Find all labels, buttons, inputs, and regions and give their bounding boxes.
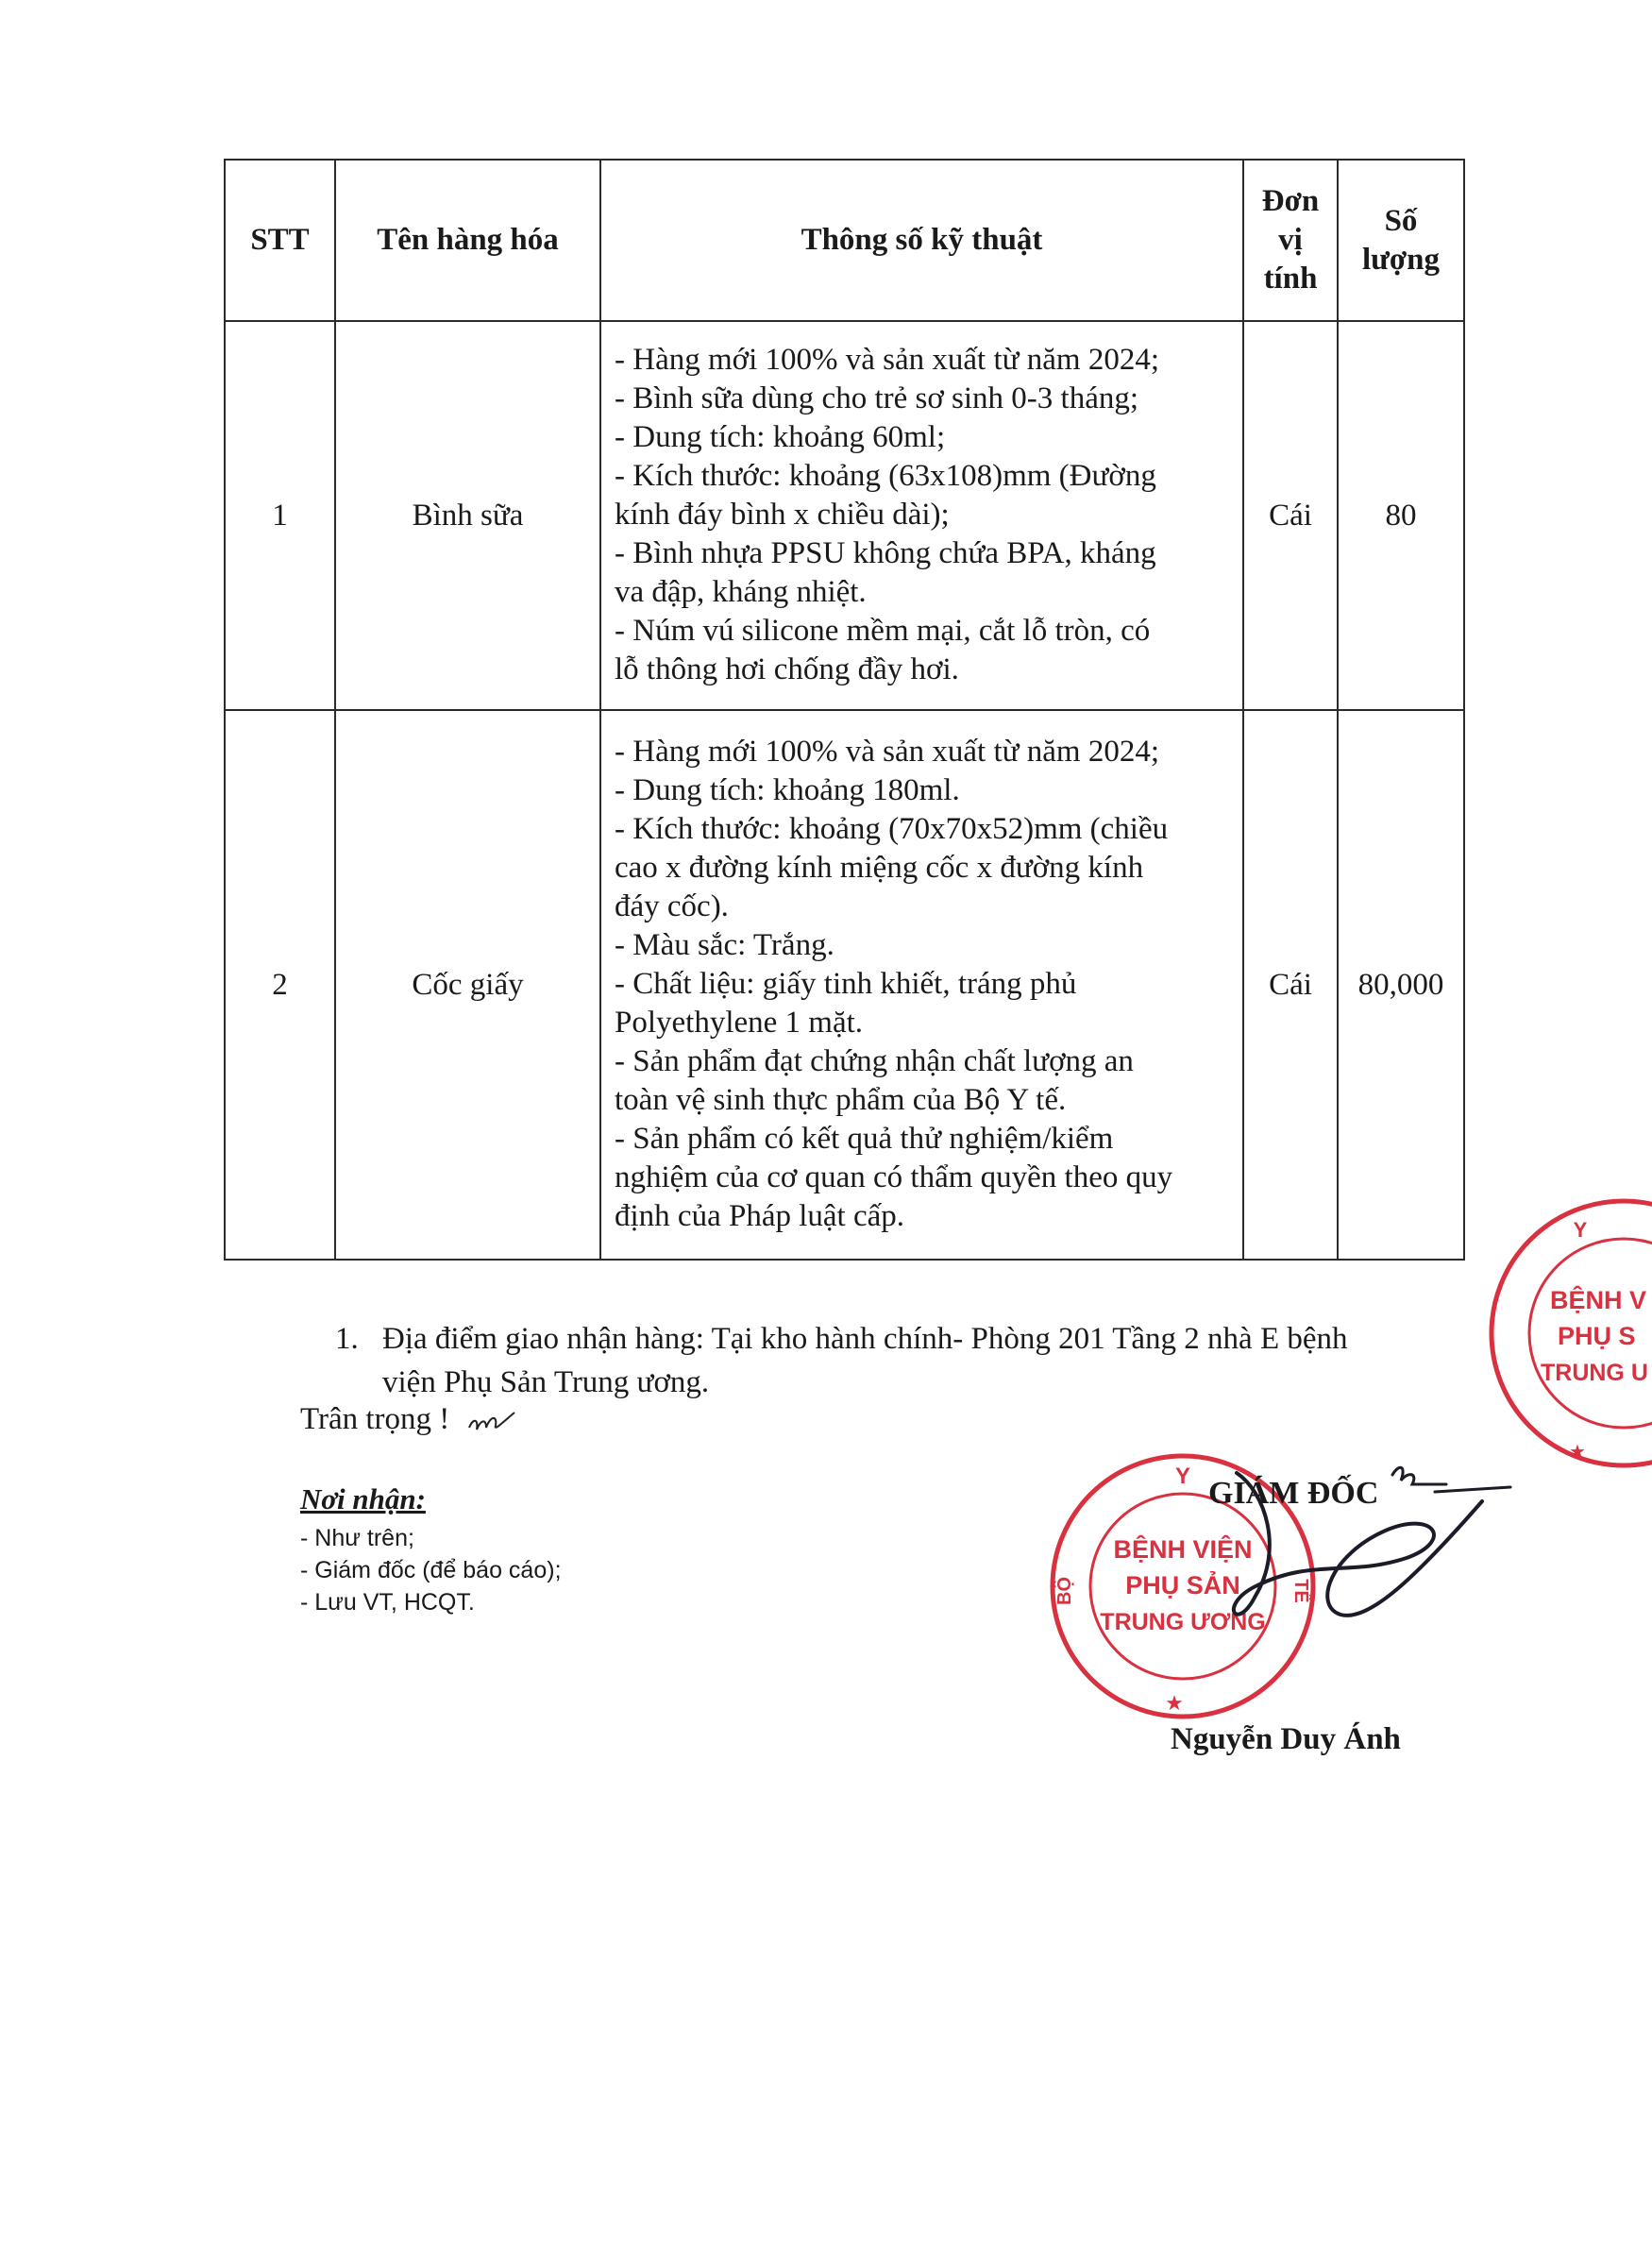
recipients-list xyxy=(300,1522,562,1618)
closing-text: Trân trọng ! xyxy=(300,1402,450,1436)
spec-line: - Kích thước: khoảng (63x108)mm (Đường xyxy=(615,458,1156,493)
row-spec xyxy=(600,710,1243,1260)
row-stt: 2 xyxy=(225,710,335,1260)
stamp-line: BỆNH V xyxy=(1550,1286,1647,1314)
spec-line: - Bình nhựa PPSU không chứa BPA, kháng xyxy=(615,535,1156,570)
row-qty: 80,000 xyxy=(1338,710,1464,1260)
note-number: 1. xyxy=(335,1322,359,1356)
table-row xyxy=(225,710,1464,1260)
spec-line: lỗ thông hơi chống đầy hơi. xyxy=(615,652,959,686)
closing-greeting xyxy=(300,1402,522,1437)
spec-line: - Chất liệu: giấy tinh khiết, tráng phủ xyxy=(615,966,1077,1001)
header-unit-line: tính xyxy=(1263,262,1318,296)
stamp-left-letters: BỘ xyxy=(1054,1577,1075,1605)
spec-line: - Hàng mới 100% và sản xuất từ năm 2024; xyxy=(615,342,1159,377)
spec-line: - Kích thước: khoảng (70x70x52)mm (chiều xyxy=(615,811,1169,846)
row-qty: 80 xyxy=(1338,321,1464,710)
spec-line: - Dung tích: khoảng 180ml. xyxy=(615,772,960,807)
recipient-item: - Lưu VT, HCQT. xyxy=(300,1589,475,1616)
spec-line: cao x đường kính miệng cốc x đường kính xyxy=(615,850,1144,885)
spec-line: Polyethylene 1 mặt. xyxy=(615,1005,864,1040)
stamp-line: BỆNH VIỆN xyxy=(1113,1535,1253,1564)
row-unit: Cái xyxy=(1243,710,1338,1260)
stamp-top-letter: Y xyxy=(1174,1464,1191,1489)
goods-spec-table xyxy=(224,159,1465,1261)
table-header-row xyxy=(225,160,1464,321)
director-signature xyxy=(1199,1435,1520,1681)
spec-line: - Màu sắc: Trắng. xyxy=(615,927,834,962)
stamp-line: TRUNG U xyxy=(1541,1360,1648,1386)
stamp-top-letter: Y xyxy=(1573,1218,1588,1242)
spec-line: - Núm vú silicone mềm mại, cắt lỗ tròn, có xyxy=(615,613,1151,648)
stamp-star-icon: ★ xyxy=(1165,1692,1184,1716)
header-unit xyxy=(1243,160,1338,321)
header-unit-line: Đơn xyxy=(1261,184,1320,218)
header-qty xyxy=(1338,160,1464,321)
spec-line: - Bình sữa dùng cho trẻ sơ sinh 0-3 tháng; xyxy=(615,381,1139,415)
table-row xyxy=(225,321,1464,710)
recipients-title: Nơi nhận: xyxy=(300,1482,426,1515)
initials-signature xyxy=(465,1405,522,1437)
signer-name: Nguyễn Duy Ánh xyxy=(1171,1722,1401,1756)
header-spec: Thông số kỹ thuật xyxy=(600,160,1243,321)
note-line: viện Phụ Sản Trung ương. xyxy=(382,1365,710,1399)
stamp-line: TRUNG ƯƠNG xyxy=(1100,1609,1266,1635)
stamp-line: PHỤ SẢN xyxy=(1125,1571,1240,1599)
spec-line: đáy cốc). xyxy=(615,889,729,923)
spec-line: - Sản phẩm có kết quả thử nghiệm/kiểm xyxy=(615,1121,1114,1156)
spec-line: định của Pháp luật cấp. xyxy=(615,1198,904,1233)
row-spec xyxy=(600,321,1243,710)
row-name: Cốc giấy xyxy=(335,710,600,1260)
spec-line: kính đáy bình x chiều dài); xyxy=(615,497,950,532)
header-name: Tên hàng hóa xyxy=(335,160,600,321)
spec-line: - Hàng mới 100% và sản xuất từ năm 2024; xyxy=(615,734,1159,769)
note-line: Địa điểm giao nhận hàng: Tại kho hành chính- Phòng 201 Tầng 2 nhà E bệnh xyxy=(382,1322,1348,1356)
spec-line: nghiệm của cơ quan có thẩm quyền theo quy xyxy=(615,1159,1173,1194)
stamp-line: PHỤ S xyxy=(1558,1322,1636,1350)
recipient-item: - Như trên; xyxy=(300,1525,414,1551)
spec-line: va đập, kháng nhiệt. xyxy=(615,574,867,609)
header-stt: STT xyxy=(225,160,335,321)
stamp-right-letters: TẾ xyxy=(1290,1579,1311,1603)
delivery-note xyxy=(335,1317,1449,1404)
stamp-star-icon: ★ xyxy=(1569,1440,1586,1463)
hospital-stamp-partial xyxy=(1482,1192,1652,1475)
spec-line: toàn vệ sinh thực phẩm của Bộ Y tế. xyxy=(615,1082,1067,1117)
header-qty-line: Số xyxy=(1384,203,1418,238)
spec-line: - Dung tích: khoảng 60ml; xyxy=(615,419,946,454)
header-unit-line: vị xyxy=(1278,223,1303,257)
row-name: Bình sữa xyxy=(335,321,600,710)
header-qty-line: lượng xyxy=(1361,242,1441,277)
spec-line: - Sản phẩm đạt chứng nhận chất lượng an xyxy=(615,1043,1134,1078)
row-unit: Cái xyxy=(1243,321,1338,710)
recipient-item: - Giám đốc (để báo cáo); xyxy=(300,1557,562,1583)
signer-title: GIÁM ĐỐC xyxy=(1208,1476,1379,1511)
row-stt: 1 xyxy=(225,321,335,710)
